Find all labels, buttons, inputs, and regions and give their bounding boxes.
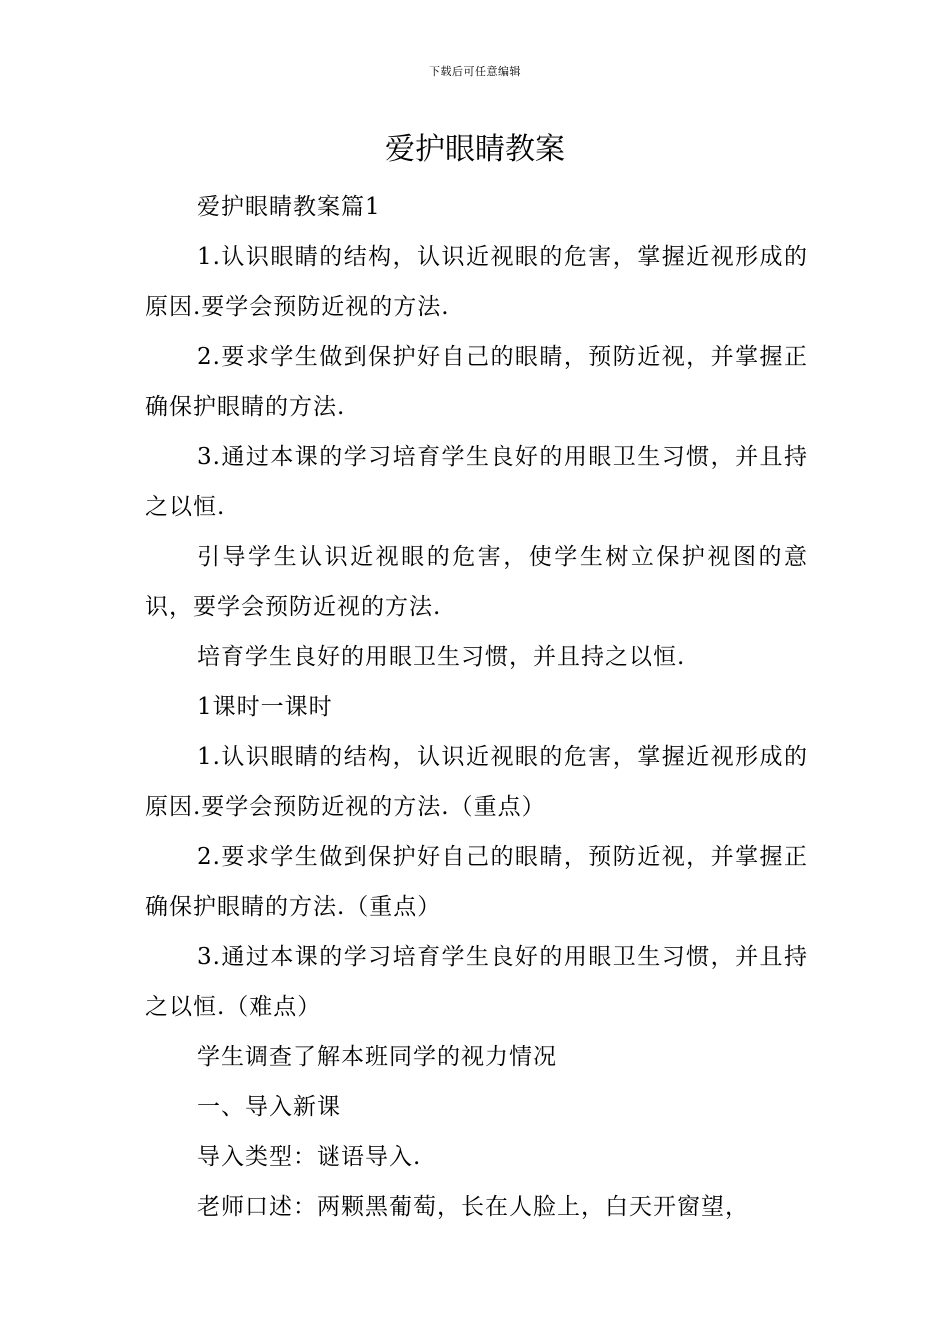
paragraph: 2.要求学生做到保护好自己的眼睛，预防近视，并掌握正确保护眼睛的方法.: [145, 344, 808, 420]
paragraph: 2.要求学生做到保护好自己的眼睛，预防近视，并掌握正确保护眼睛的方法.（重点）: [145, 844, 808, 920]
paragraph: 1.认识眼睛的结构，认识近视眼的危害，掌握近视形成的原因.要学会预防近视的方法.: [145, 244, 808, 320]
paragraph: 1课时一课时: [197, 694, 333, 720]
paragraph: 1.认识眼睛的结构，认识近视眼的危害，掌握近视形成的原因.要学会预防近视的方法.（重点）: [145, 744, 808, 820]
paragraph: 引导学生认识近视眼的危害，使学生树立保护视图的意识，要学会预防近视的方法.: [145, 544, 808, 620]
document-title: 爱护眼睛教案: [385, 132, 565, 167]
document-body: [145, 182, 808, 1232]
paragraph: 导入类型：谜语导入.: [197, 1144, 422, 1170]
paragraph: 3.通过本课的学习培育学生良好的用眼卫生习惯，并且持之以恒.: [145, 444, 808, 520]
paragraph: 老师口述：两颗黑葡萄，长在人脸上，白天开窗望，: [197, 1194, 749, 1220]
section-heading: 爱护眼睛教案篇1: [197, 194, 381, 220]
paragraph: 学生调查了解本班同学的视力情况: [197, 1044, 557, 1070]
paragraph: 一、导入新课: [197, 1094, 341, 1120]
header-note: 下载后可任意编辑: [429, 65, 521, 78]
paragraph: 培育学生良好的用眼卫生习惯，并且持之以恒.: [197, 644, 686, 670]
paragraph: 3.通过本课的学习培育学生良好的用眼卫生习惯，并且持之以恒.（难点）: [145, 944, 808, 1020]
